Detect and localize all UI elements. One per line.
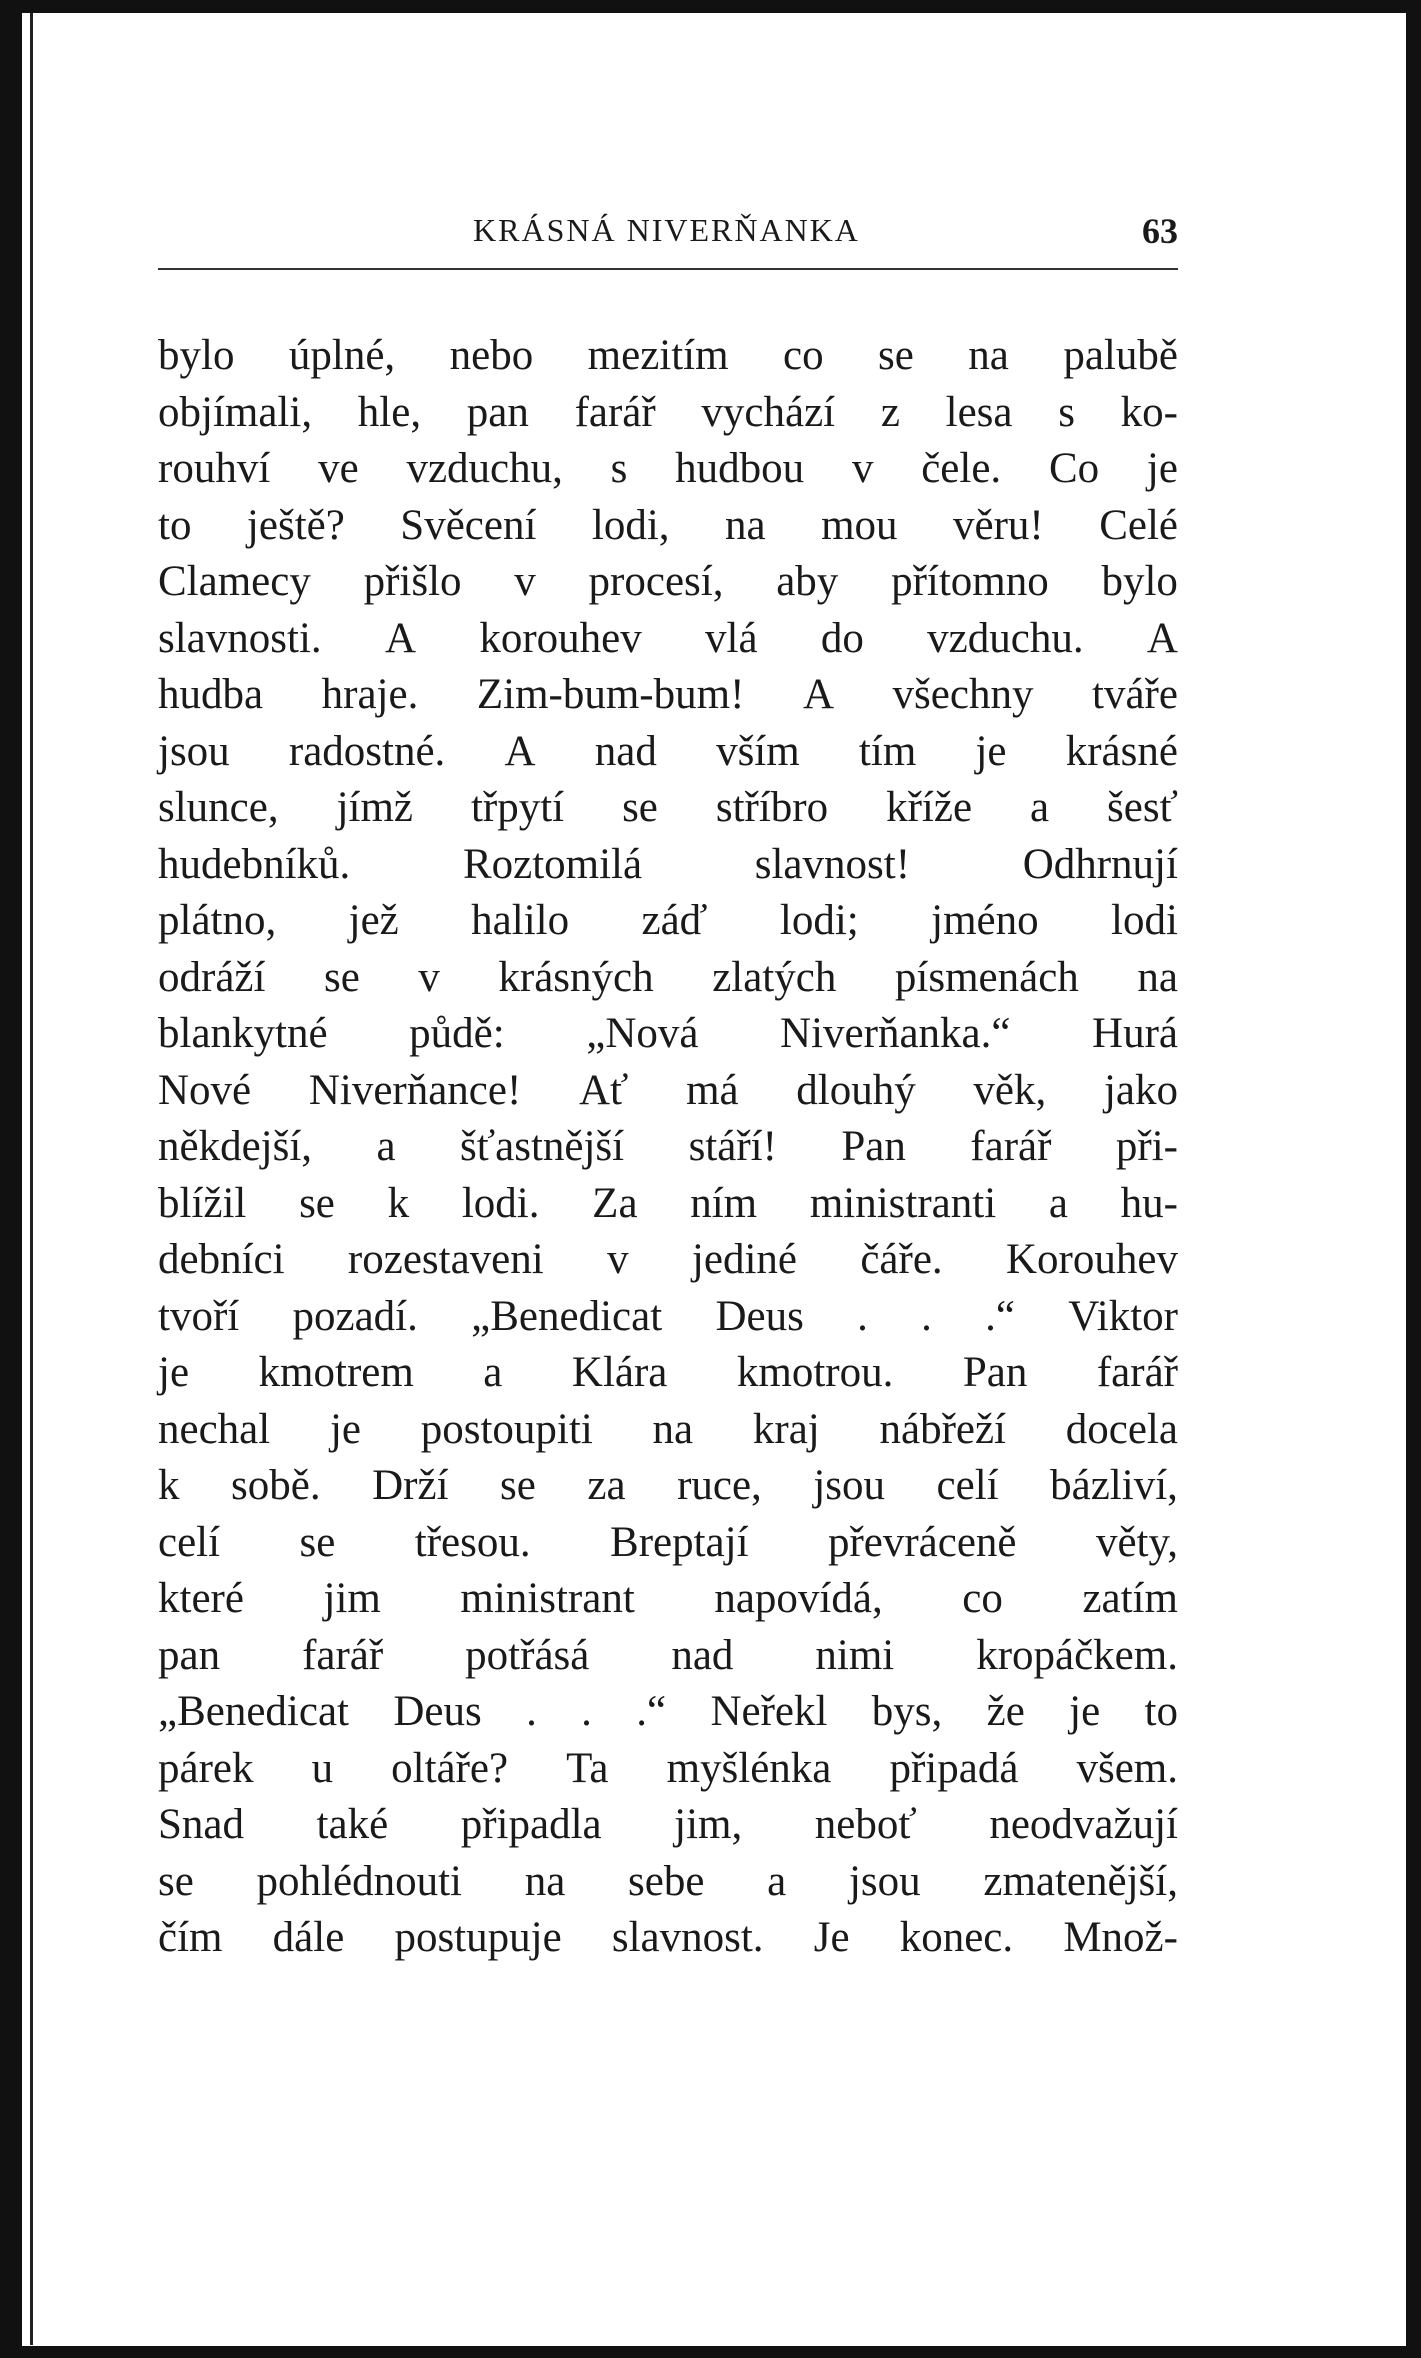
text-line: se pohlédnouti na sebe a jsou zmatenější, — [158, 1857, 1178, 1905]
text-line: jsou radostné. A nad vším tím je krásné — [158, 727, 1178, 775]
page-number: 63 — [1142, 211, 1178, 251]
scan-border-bottom — [0, 2346, 1421, 2358]
text-line: blížil se k lodi. Za ním ministranti a hu- — [158, 1179, 1178, 1227]
header-rule — [158, 268, 1178, 270]
text-line: odráží se v krásných zlatých písmenách na — [158, 953, 1178, 1001]
text-line: „Benedicat Deus . . .“ Neřekl bys, že je to — [158, 1688, 1178, 1735]
text-line: hudebníků. Roztomilá slavnost! Odhrnují — [158, 840, 1178, 888]
text-line: Nové Niverňance! Ať má dlouhý věk, jako — [158, 1066, 1178, 1114]
text-line: je kmotrem a Klára kmotrou. Pan farář — [158, 1349, 1178, 1396]
running-head-title: KRÁSNÁ NIVERŇANKA — [473, 212, 860, 248]
text-line: blankytné půdě: „Nová Niverňanka.“ Hurá — [158, 1010, 1178, 1057]
text-line: bylo úplné, nebo mezitím co se na palubě — [158, 332, 1178, 379]
text-line: debníci rozestaveni v jediné čáře. Korouhev — [158, 1236, 1178, 1283]
scan-border-top — [0, 0, 1421, 13]
text-line: někdejší, a šťastnější stáří! Pan farář při- — [158, 1123, 1178, 1170]
text-line: Snad také připadla jim, neboť neodvažují — [158, 1801, 1178, 1848]
text-line: slavnosti. A korouhev vlá do vzduchu. A — [158, 614, 1178, 662]
running-head — [158, 212, 1178, 256]
text-line: rouhví ve vzduchu, s hudbou v čele. Co je — [158, 445, 1178, 492]
text-line: čím dále postupuje slavnost. Je konec. Množ- — [158, 1914, 1178, 1961]
scan-border-left — [0, 0, 22, 2358]
text-line: které jim ministrant napovídá, co zatím — [158, 1575, 1178, 1622]
text-line: plátno, jež halilo záď lodi; jméno lodi — [158, 897, 1178, 944]
text-line: to ještě? Svěcení lodi, na mou věru! Celé — [158, 501, 1178, 549]
text-line: pan farář potřásá nad nimi kropáčkem. — [158, 1631, 1178, 1679]
text-line: slunce, jímž třpytí se stříbro kříže a šesť — [158, 784, 1178, 831]
text-line: k sobě. Drží se za ruce, jsou celí bázliví, — [158, 1462, 1178, 1509]
page-edge-line — [30, 13, 33, 2345]
text-line: párek u oltáře? Ta myšlénka připadá všem. — [158, 1744, 1178, 1792]
text-line: objímali, hle, pan farář vychází z lesa s ko- — [158, 388, 1178, 436]
text-line: celí se třesou. Breptají převráceně věty, — [158, 1518, 1178, 1566]
scan-border-right — [1406, 0, 1421, 2358]
text-line: tvoří pozadí. „Benedicat Deus . . .“ Viktor — [158, 1292, 1178, 1340]
body-text — [158, 328, 1178, 1967]
text-line: hudba hraje. Zim-bum-bum! A všechny tváře — [158, 671, 1178, 718]
text-line: Clamecy přišlo v procesí, aby přítomno bylo — [158, 558, 1178, 605]
text-line: nechal je postoupiti na kraj nábřeží docela — [158, 1405, 1178, 1453]
